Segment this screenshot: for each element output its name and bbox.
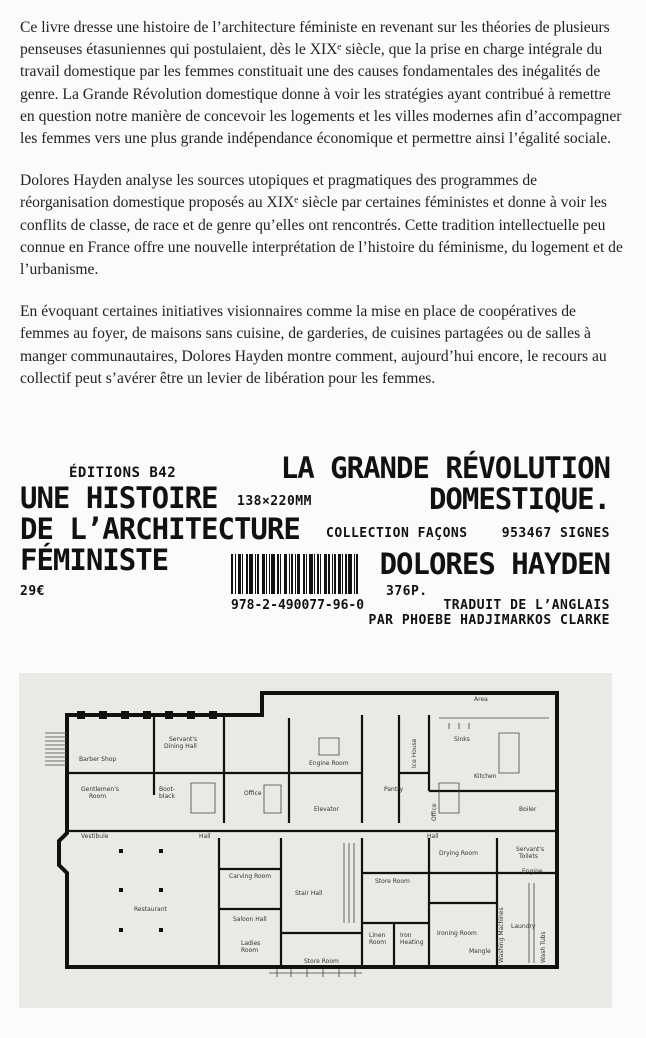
label-store-room-1: Store Room bbox=[375, 878, 410, 885]
label-elevator: Elevator bbox=[314, 806, 339, 813]
label-barber-shop: Barber Shop bbox=[79, 756, 117, 763]
label-wash-tubs: Wash Tubs bbox=[540, 931, 547, 963]
title-line-1: LA GRANDE RÉVOLUTION bbox=[280, 451, 610, 485]
label-ironing-room: Ironing Room bbox=[437, 930, 477, 937]
label-ladies-room-2: Room bbox=[241, 947, 259, 954]
blurb-paragraph-3: En évoquant certaines initiatives visionnaires comme la mise en place de coopératives de femmes au foyer, de maisons sans cuisine, de garderies, de cuisines partagées ou de salles à manger communautaires, Dolores Hayden montre comment, aujourd’hui encore, le recours au collectif peut s’avérer être un levier de libération pour les femmes. bbox=[20, 303, 607, 387]
title-line-2: DOMESTIQUE. bbox=[428, 482, 610, 516]
label-office-2: Office bbox=[431, 803, 438, 821]
label-pantry: Pantry bbox=[384, 786, 404, 793]
label-bootblack-1: Boot- bbox=[159, 786, 175, 793]
isbn: 978-2-490077-96-0 bbox=[231, 598, 365, 613]
label-sinks: Sinks bbox=[454, 736, 470, 743]
label-kitchen: Kitchen bbox=[474, 773, 497, 780]
label-drying-room: Drying Room bbox=[439, 850, 478, 857]
subtitle-line-2: DE L’ARCHITECTURE bbox=[20, 512, 300, 546]
price: 29€ bbox=[20, 584, 45, 599]
label-area: Area bbox=[474, 696, 488, 703]
label-iron-heating-2: Heating bbox=[400, 939, 424, 946]
back-cover-blurb bbox=[20, 17, 625, 410]
collection: COLLECTION FAÇONS bbox=[326, 526, 468, 541]
publisher: ÉDITIONS B42 bbox=[69, 465, 177, 481]
label-linen-room-2: Room bbox=[369, 939, 387, 946]
subtitle-line-1: UNE HISTOIRE bbox=[20, 481, 218, 515]
label-office: Office bbox=[244, 790, 262, 797]
label-linen-room-1: Linen bbox=[369, 932, 386, 939]
floor-plan-drawing bbox=[19, 673, 612, 1008]
label-engine: Engine bbox=[522, 868, 543, 875]
label-carving-room: Carving Room bbox=[229, 873, 272, 880]
label-servants-toilets-1: Servant's bbox=[516, 846, 545, 853]
translation-line-1: TRADUIT DE L’ANGLAIS bbox=[443, 598, 610, 613]
label-washing-machines: Washing Machines bbox=[498, 907, 505, 963]
label-hall-1: Hall bbox=[199, 833, 211, 840]
label-engine-room: Engine Room bbox=[309, 760, 349, 767]
label-ice-house: Ice House bbox=[411, 738, 418, 768]
label-stair-hall: Stair Hall bbox=[295, 890, 323, 897]
label-servants-toilets-2: Toilets bbox=[519, 853, 538, 860]
translation-line-2: PAR PHOEBE HADJIMARKOS CLARKE bbox=[368, 613, 610, 628]
subtitle-line-3: FÉMINISTE bbox=[20, 543, 169, 577]
label-boiler: Boiler bbox=[519, 806, 537, 813]
label-servants-dining-1: Servant's bbox=[169, 736, 198, 743]
label-servants-dining-2: Dining Hall bbox=[164, 743, 197, 750]
barcode bbox=[231, 554, 381, 594]
label-gentlemens-room-1: Gentlemen's bbox=[81, 786, 119, 793]
author: DOLORES HAYDEN bbox=[379, 547, 610, 581]
label-hall-2: Hall bbox=[427, 833, 439, 840]
label-restaurant: Restaurant bbox=[134, 906, 167, 913]
blurb-paragraph-2: Dolores Hayden analyse les sources utopiques et pragmatiques des programmes de réorganisation domestique proposés au XIXᵉ siècle par certaines féministes et donne à voir les conflits de classe, de race et de genre qu’elles ont rencontrés. Cette tradition intellectuelle peu connue en France offre une nouvelle interprétation de l’histoire du féminisme, du logement et de l’urbanisme. bbox=[20, 172, 623, 279]
label-saloon-hall: Saloon Hall bbox=[233, 916, 267, 923]
label-gentlemens-room-2: Room bbox=[89, 793, 107, 800]
page-count: 376P. bbox=[386, 584, 428, 599]
sign-count: 953467 SIGNES bbox=[501, 526, 610, 541]
label-ladies-room-1: Ladies bbox=[241, 940, 261, 947]
label-iron-heating-1: Iron bbox=[400, 932, 412, 939]
label-vestibule: Vestibule bbox=[81, 833, 109, 840]
blurb-paragraph-1: Ce livre dresse une histoire de l’architecture féministe en revenant sur les théories de plusieurs penseuses étasuniennes qui postulaient, dès le XIXᵉ siècle, que la prise en charge intégrale du travail domestique par les femmes constituait une des causes fondamentales des inégalités de genre. La Grande Révolution domestique donne à voir les stratégies ayant contribué à remettre en question notre manière de concevoir les logements et les villes modernes afin d’accompagner les femmes vers une plus grande indépendance économique et permettre ainsi l’égalité sociale. bbox=[20, 19, 622, 148]
floor-plan bbox=[19, 673, 612, 1008]
label-mangle: Mangle bbox=[469, 948, 491, 955]
label-store-room-2: Store Room bbox=[304, 958, 339, 965]
book-dimensions: 138×220MM bbox=[237, 494, 312, 509]
label-bootblack-2: black bbox=[159, 793, 175, 800]
label-laundry: Laundry bbox=[511, 923, 536, 930]
